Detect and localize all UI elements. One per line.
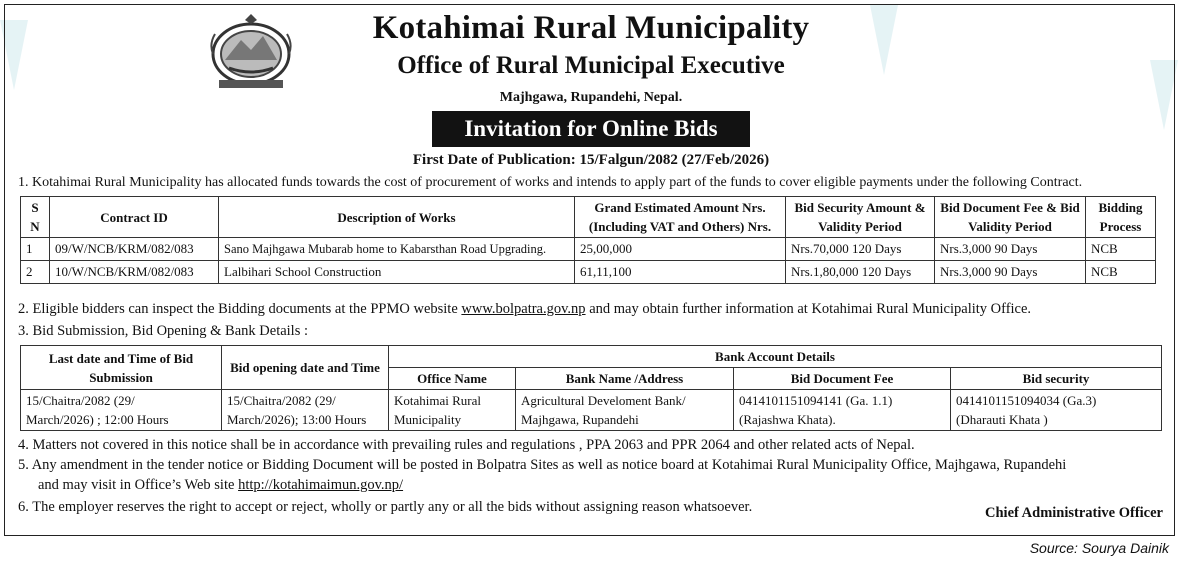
col-fee: Bid Document Fee & Bid Validity Period [935, 197, 1086, 238]
publication-date: First Date of Publication: 15/Falgun/2082 (27/Feb/2026) [412, 152, 770, 168]
paragraph-3: 3. Bid Submission, Bid Opening & Bank Details : [18, 323, 309, 339]
office-address: Majhgawa, Rupandehi, Nepal. [499, 90, 683, 105]
cell-sn: 2 [21, 261, 50, 284]
paragraph-6: 6. The employer reserves the right to accept or reject, wholly or partly any or all the bids without assigning reason whatsoever. [18, 499, 753, 515]
cell-line: Agricultural Develoment Bank/ [521, 393, 686, 408]
col-description: Description of Works [219, 197, 575, 238]
bolpatra-link[interactable]: www.bolpatra.gov.np [461, 301, 586, 317]
cell-opening [222, 390, 389, 431]
col-security: Bid Security Amount & Validity Period [786, 197, 935, 238]
cell-process: NCB [1086, 238, 1156, 261]
table-row [21, 261, 1156, 284]
cell-last-date [21, 390, 222, 431]
table-header-row [21, 346, 1162, 368]
table-row [21, 238, 1156, 261]
cell-contract-id: 10/W/NCB/KRM/082/083 [50, 261, 219, 284]
paragraph-2 [18, 301, 1031, 318]
paragraph-1: 1. Kotahimai Rural Municipality has allocated funds towards the cost of procurement of works and intends to apply part of the funds to cover eligible payments under the following Contract. [18, 175, 1083, 190]
cell-bid-security [951, 390, 1162, 431]
col-process: Bidding Process [1086, 197, 1156, 238]
cell-line: Kotahimai Rural [394, 393, 482, 408]
cell-amount: 61,11,100 [575, 261, 786, 284]
paragraph-2-text-end: and may obtain further information at Kotahimai Rural Municipality Office. [585, 301, 1032, 317]
table-row [21, 390, 1162, 431]
cell-line: Municipality [394, 412, 462, 427]
cell-line: 15/Chaitra/2082 (29/ [26, 393, 135, 408]
cell-line: March/2026) ; 12:00 Hours [26, 412, 169, 427]
col-bank-details: Bank Account Details [389, 346, 1162, 368]
cell-security: Nrs.70,000 120 Days [786, 238, 935, 261]
paragraph-5-continued [38, 477, 403, 494]
bank-details-table [20, 345, 1162, 431]
cell-sn: 1 [21, 238, 50, 261]
col-amount: Grand Estimated Amount Nrs. (Including VAT and Others) Nrs. [575, 197, 786, 238]
paragraph-4: 4. Matters not covered in this notice shall be in accordance with prevailing rules and regulations , PPA 2063 and PPR 2064 and other related acts of Nepal. [18, 437, 915, 453]
cell-security: Nrs.1,80,000 120 Days [786, 261, 935, 284]
col-sn: S N [21, 197, 50, 238]
cell-amount: 25,00,000 [575, 238, 786, 261]
cell-contract-id: 09/W/NCB/KRM/082/083 [50, 238, 219, 261]
contracts-table [20, 196, 1156, 284]
col-opening: Bid opening date and Time [222, 346, 389, 390]
paragraph-5: 5. Any amendment in the tender notice or Bidding Document will be posted in Bolpatra Sites as well as notice board at Kotahimai Rural Municipality Office, Majhgawa, Rupandehi [18, 457, 1067, 473]
website-link[interactable]: http://kotahimaimun.gov.np/ [238, 477, 404, 493]
cell-line: 0414101151094141 (Ga. 1.1) [739, 393, 893, 408]
notice-banner: Invitation for Online Bids [432, 111, 750, 147]
cell-description: Sano Majhgawa Mubarab home to Kabarsthan Road Upgrading. [219, 238, 575, 261]
col-bid-security: Bid security [951, 368, 1162, 390]
cell-doc-fee [734, 390, 951, 431]
cell-description: Lalbihari School Construction [219, 261, 575, 284]
signatory: Chief Administrative Officer [985, 505, 1163, 521]
col-office: Office Name [389, 368, 516, 390]
col-last-date: Last date and Time of Bid Submission [21, 346, 222, 390]
cell-fee: Nrs.3,000 90 Days [935, 261, 1086, 284]
municipality-title: Kotahimai Rural Municipality [372, 10, 810, 46]
paragraph-5-text: and may visit in Office’s Web site [38, 477, 239, 493]
cell-line: 0414101151094034 (Ga.3) [956, 393, 1097, 408]
office-title: Office of Rural Municipal Executive [397, 52, 785, 79]
cell-line: (Rajashwa Khata). [739, 412, 836, 427]
table-header-row [21, 197, 1156, 238]
nepal-emblem-logo [205, 14, 297, 92]
paragraph-2-text: 2. Eligible bidders can inspect the Bidding documents at the PPMO website [18, 301, 462, 317]
cell-process: NCB [1086, 261, 1156, 284]
source-credit: Source: Sourya Dainik [1029, 540, 1169, 556]
col-bank-name: Bank Name /Address [516, 368, 734, 390]
cell-line: 15/Chaitra/2082 (29/ [227, 393, 336, 408]
cell-line: Majhgawa, Rupandehi [521, 412, 639, 427]
col-contract-id: Contract ID [50, 197, 219, 238]
col-doc-fee: Bid Document Fee [734, 368, 951, 390]
cell-line: March/2026); 13:00 Hours [227, 412, 367, 427]
cell-bank-name [516, 390, 734, 431]
cell-line: (Dharauti Khata ) [956, 412, 1048, 427]
cell-fee: Nrs.3,000 90 Days [935, 238, 1086, 261]
cell-office [389, 390, 516, 431]
